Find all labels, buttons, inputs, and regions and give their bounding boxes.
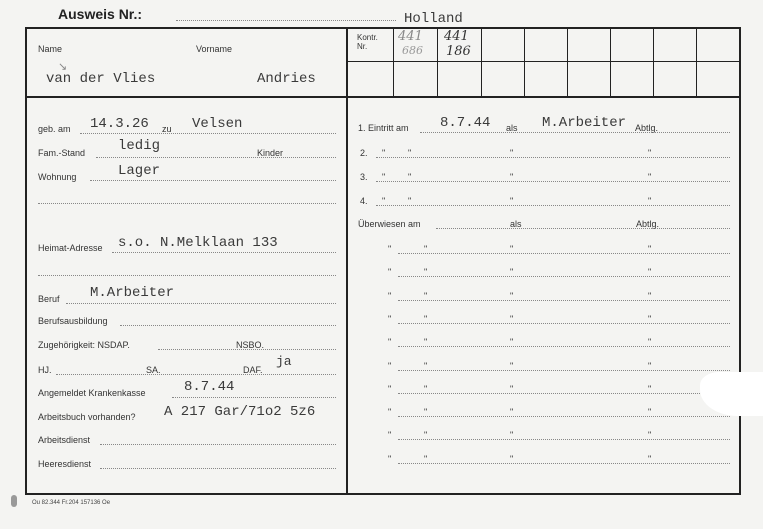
kontr-grid-column: [437, 29, 438, 96]
geb-am-value: 14.3.26: [90, 116, 149, 132]
heimat-label: Heimat-Adresse: [38, 243, 103, 253]
zu-label: zu: [162, 124, 172, 134]
geb-line: [80, 133, 336, 134]
ditto-mark: ": [510, 244, 514, 254]
ditto-mark: ": [510, 453, 514, 464]
ueberwiesen-label: Überwiesen am: [358, 219, 421, 229]
entry-line: [398, 463, 730, 464]
arbeitsdienst-label: Arbeitsdienst: [38, 435, 91, 445]
eintritt-label: 1. Eintritt am: [358, 123, 409, 133]
ditto-mark: ": [648, 407, 652, 418]
heeresdienst-line: [100, 468, 336, 469]
kontr-cell2-top: 441: [444, 29, 469, 44]
ditto-mark: ": [424, 267, 428, 278]
ditto-mark: ": [510, 172, 514, 182]
ueberwiesen-als-label: als: [510, 219, 522, 229]
eintritt-als-label: als: [506, 123, 518, 133]
vorname-label: Vorname: [196, 44, 233, 54]
famstand-line: [96, 157, 336, 158]
entry-row-4-number: 4.: [360, 196, 368, 206]
ditto-mark: ": [408, 148, 412, 158]
ausweis-label: Ausweis Nr.:: [58, 6, 143, 22]
entry-line: [398, 393, 730, 394]
ditto-mark: ": [648, 244, 652, 254]
ueberwiesen-abtlg-label: Abtlg.: [636, 219, 660, 229]
ditto-mark: ": [388, 360, 392, 371]
entry-line: [398, 416, 730, 417]
kinder-label: Kinder: [257, 148, 284, 158]
country-value: Holland: [404, 11, 463, 27]
beruf-line: [66, 303, 336, 304]
frame-header-divider: [25, 96, 741, 98]
krankenkasse-label: Angemeldet Krankenkasse: [38, 388, 146, 398]
ditto-mark: ": [648, 383, 652, 394]
wohnung-label: Wohnung: [38, 172, 77, 182]
ditto-mark: ": [424, 453, 428, 464]
ditto-mark: ": [510, 267, 514, 278]
eintritt-date-value: 8.7.44: [440, 115, 491, 131]
arbeitsbuch-label: Arbeitsbuch vorhanden?: [38, 412, 136, 422]
kontr-label: Kontr.: [357, 33, 378, 42]
ditto-mark: ": [382, 148, 386, 158]
kontr-grid-column: [567, 29, 568, 96]
checkmark-icon: ↘: [58, 61, 68, 73]
wohnung-line-2: [38, 203, 336, 204]
kontr-grid-column: [524, 29, 525, 96]
ditto-mark: ": [510, 360, 514, 371]
kontr-grid-column: [393, 29, 394, 96]
geb-am-label: geb. am: [38, 124, 71, 134]
ditto-mark: ": [648, 360, 652, 371]
ditto-mark: ": [424, 337, 428, 348]
kontr-grid-column: [481, 29, 482, 96]
wohnung-value: Lager: [118, 163, 161, 179]
kontr-cell2-bottom: 186: [446, 44, 471, 59]
ditto-mark: ": [388, 313, 392, 324]
ditto-mark: ": [388, 453, 392, 464]
entry-line: [398, 253, 730, 254]
ditto-mark: ": [424, 313, 428, 324]
ditto-mark: ": [648, 430, 652, 441]
zugehoerigkeit-label: Zugehörigkeit: NSDAP.: [38, 340, 130, 350]
kontr-grid-mid: [348, 61, 739, 62]
beruf-label: Beruf: [38, 294, 60, 304]
kontr-nr-label: Nr.: [357, 42, 368, 51]
entry-line: [398, 346, 730, 347]
ditto-mark: ": [510, 313, 514, 324]
heimat-line: [112, 252, 336, 253]
famstand-label: Fam.-Stand: [38, 148, 86, 158]
heeresdienst-label: Heeresdienst: [38, 459, 92, 469]
sa-label: SA.: [146, 365, 161, 375]
ditto-mark: ": [510, 430, 514, 441]
entry-row-3-number: 3.: [360, 172, 368, 182]
entry-line: [376, 181, 730, 182]
ditto-mark: ": [648, 337, 652, 348]
name-value: van der Vlies: [46, 71, 156, 87]
eintritt-als-value: M.Arbeiter: [542, 115, 627, 131]
daf-value: ja: [276, 354, 292, 369]
frame-top: [25, 27, 741, 29]
heimat-line-2: [38, 275, 336, 276]
ditto-mark: ": [388, 267, 392, 278]
ditto-mark: ": [510, 290, 514, 301]
hole-punch-icon: [11, 495, 17, 507]
hj-line: [56, 374, 336, 375]
zugehoerigkeit-line: [158, 349, 336, 350]
ditto-mark: ": [510, 337, 514, 348]
arbeitsbuch-value: A 217 Gar/71o2 5z6: [164, 404, 316, 420]
ditto-mark: ": [382, 196, 386, 206]
entry-line: [376, 157, 730, 158]
ditto-mark: ": [510, 196, 514, 206]
zu-value: Velsen: [192, 116, 243, 132]
entry-line: [398, 276, 730, 277]
entry-line: [398, 323, 730, 324]
ditto-mark: ": [648, 172, 652, 182]
ditto-mark: ": [424, 360, 428, 371]
ditto-mark: ": [388, 407, 392, 418]
ditto-mark: ": [424, 244, 428, 254]
ditto-mark: ": [408, 172, 412, 182]
ausweis-number-line: [176, 20, 396, 21]
entry-line: [398, 300, 730, 301]
kontr-grid-column: [696, 29, 697, 96]
print-code: Ou 82.344 Fr.204 157136 Oe: [32, 500, 111, 506]
ditto-mark: ": [388, 430, 392, 441]
ditto-mark: ": [382, 172, 386, 182]
kontr-grid-column: [610, 29, 611, 96]
ditto-mark: ": [424, 430, 428, 441]
ditto-mark: ": [510, 407, 514, 418]
beruf-value: M.Arbeiter: [90, 285, 175, 301]
ditto-mark: ": [424, 290, 428, 301]
frame-bottom: [25, 493, 741, 495]
arbeitsdienst-line: [100, 444, 336, 445]
ditto-mark: ": [388, 244, 392, 254]
krankenkasse-line: [172, 397, 336, 398]
vorname-value: Andries: [257, 71, 316, 87]
entry-line: [398, 370, 730, 371]
nsbo-label: NSBO.: [236, 340, 265, 350]
famstand-value: ledig: [118, 138, 161, 154]
ditto-mark: ": [648, 290, 652, 301]
krankenkasse-value: 8.7.44: [184, 379, 235, 395]
kontr-grid-column: [653, 29, 654, 96]
ditto-mark: ": [424, 383, 428, 394]
ditto-mark: ": [648, 148, 652, 158]
ditto-mark: ": [408, 196, 412, 206]
ditto-mark: ": [388, 383, 392, 394]
kontr-cell1-top: 441: [398, 29, 423, 44]
berufsausbildung-line: [120, 325, 336, 326]
ditto-mark: ": [388, 290, 392, 301]
ditto-mark: ": [424, 407, 428, 418]
ditto-mark: ": [388, 337, 392, 348]
heimat-value: s.o. N.Melklaan 133: [118, 235, 278, 251]
hj-label: HJ.: [38, 365, 52, 375]
ditto-mark: ": [648, 313, 652, 324]
ditto-mark: ": [648, 453, 652, 464]
ueberwiesen-line: [436, 228, 730, 229]
entry-row-2-number: 2.: [360, 148, 368, 158]
eintritt-abtlg-label: Abtlg.: [635, 123, 659, 133]
ditto-mark: ": [648, 267, 652, 278]
kontr-cell1-bottom: 686: [402, 44, 423, 57]
berufsausbildung-label: Berufsausbildung: [38, 316, 108, 326]
entry-line: [398, 439, 730, 440]
torn-paper-patch: [700, 372, 763, 416]
wohnung-line: [90, 180, 336, 181]
eintritt-line: [420, 132, 730, 133]
ditto-mark: ": [510, 148, 514, 158]
entry-line: [376, 205, 730, 206]
name-label: Name: [38, 44, 63, 54]
ditto-mark: ": [648, 196, 652, 206]
daf-label: DAF.: [243, 365, 263, 375]
ditto-mark: ": [510, 383, 514, 394]
